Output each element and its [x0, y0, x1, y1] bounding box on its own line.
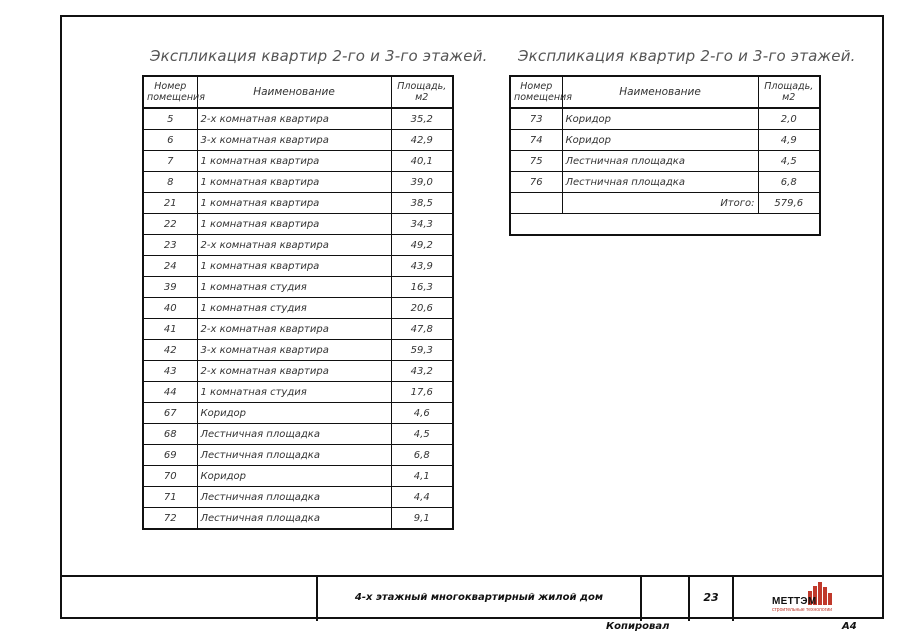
table-row	[143, 508, 453, 530]
table-header-row	[143, 76, 453, 108]
room-number-cell: 24	[143, 256, 197, 277]
room-name-cell: 1 комнатная студия	[197, 277, 391, 298]
room-number-cell: 68	[143, 424, 197, 445]
table-row	[143, 340, 453, 361]
room-area-cell: 6,8	[758, 172, 820, 193]
room-area-cell: 4,5	[758, 151, 820, 172]
project-name: 4-х этажный многоквартирный жилой дом	[354, 591, 604, 603]
table-row	[143, 277, 453, 298]
room-area-cell: 4,6	[391, 403, 453, 424]
room-area-cell: 9,1	[391, 508, 453, 530]
room-area-cell: 34,3	[391, 214, 453, 235]
room-area-cell: 16,3	[391, 277, 453, 298]
header-name: Наименование	[197, 76, 391, 108]
table-row	[510, 130, 820, 151]
room-name-cell: Лестничная площадка	[197, 424, 391, 445]
table-row	[510, 172, 820, 193]
room-area-cell: 39,0	[391, 172, 453, 193]
room-area-cell: 4,4	[391, 487, 453, 508]
room-area-cell: 49,2	[391, 235, 453, 256]
table-row	[143, 361, 453, 382]
table-row	[143, 403, 453, 424]
room-name-cell: 2-х комнатная квартира	[197, 108, 391, 130]
room-name-cell: 1 комнатная квартира	[197, 172, 391, 193]
header-room-number: Номер помещения	[510, 76, 562, 108]
table-row	[143, 256, 453, 277]
room-area-cell: 43,2	[391, 361, 453, 382]
table-row	[143, 487, 453, 508]
table-row	[143, 319, 453, 340]
room-area-cell: 42,9	[391, 130, 453, 151]
room-number-cell: 72	[143, 508, 197, 530]
copied-label: Копировал	[606, 621, 670, 632]
table-row	[510, 151, 820, 172]
total-value: 579,6	[758, 193, 820, 214]
table-row	[143, 298, 453, 319]
format-label: А4	[842, 621, 857, 632]
room-number-cell: 41	[143, 319, 197, 340]
table-row	[143, 445, 453, 466]
left-table-title: Экспликация квартир 2-го и 3-го этажей.	[150, 47, 488, 65]
company-logo	[772, 581, 844, 613]
header-room-number: Номер помещения	[143, 76, 197, 108]
room-name-cell: 3-х комнатная квартира	[197, 340, 391, 361]
room-number-cell: 70	[143, 466, 197, 487]
room-name-cell: Лестничная площадка	[562, 151, 758, 172]
table-row	[143, 382, 453, 403]
room-number-cell: 39	[143, 277, 197, 298]
table-row	[510, 108, 820, 130]
room-number-cell: 74	[510, 130, 562, 151]
room-area-cell: 35,2	[391, 108, 453, 130]
room-number-cell: 43	[143, 361, 197, 382]
room-name-cell: 2-х комнатная квартира	[197, 235, 391, 256]
left-explication-table	[142, 75, 454, 530]
room-number-cell: 42	[143, 340, 197, 361]
room-name-cell: 2-х комнатная квартира	[197, 319, 391, 340]
room-name-cell: Коридор	[562, 130, 758, 151]
room-name-cell: 1 комнатная студия	[197, 298, 391, 319]
room-area-cell: 47,8	[391, 319, 453, 340]
header-area: Площадь, м2	[758, 76, 820, 108]
table-row	[143, 214, 453, 235]
room-name-cell: Лестничная площадка	[197, 508, 391, 530]
room-area-cell: 6,8	[391, 445, 453, 466]
room-number-cell: 7	[143, 151, 197, 172]
room-name-cell: Лестничная площадка	[197, 487, 391, 508]
room-area-cell: 20,6	[391, 298, 453, 319]
page-number: 23	[703, 590, 719, 604]
room-number-cell: 22	[143, 214, 197, 235]
room-name-cell: Лестничная площадка	[562, 172, 758, 193]
header-name: Наименование	[562, 76, 758, 108]
room-number-cell: 6	[143, 130, 197, 151]
room-area-cell: 4,1	[391, 466, 453, 487]
room-area-cell: 40,1	[391, 151, 453, 172]
room-number-cell: 44	[143, 382, 197, 403]
total-empty-cell	[510, 193, 562, 214]
room-name-cell: 3-х комнатная квартира	[197, 130, 391, 151]
room-area-cell: 4,5	[391, 424, 453, 445]
room-number-cell: 40	[143, 298, 197, 319]
title-block-divider	[732, 577, 734, 621]
room-number-cell: 69	[143, 445, 197, 466]
table-row	[143, 235, 453, 256]
logo-name: МЕТТЭМ	[772, 596, 817, 607]
header-area: Площадь, м2	[391, 76, 453, 108]
room-number-cell: 21	[143, 193, 197, 214]
room-number-cell: 8	[143, 172, 197, 193]
room-number-cell: 67	[143, 403, 197, 424]
empty-row	[510, 214, 820, 236]
room-name-cell: 2-х комнатная квартира	[197, 361, 391, 382]
room-number-cell: 23	[143, 235, 197, 256]
right-table-title: Экспликация квартир 2-го и 3-го этажей.	[518, 47, 856, 65]
room-number-cell: 73	[510, 108, 562, 130]
table-row	[143, 466, 453, 487]
room-name-cell: 1 комнатная квартира	[197, 256, 391, 277]
table-row	[143, 424, 453, 445]
room-number-cell: 5	[143, 108, 197, 130]
room-area-cell: 59,3	[391, 340, 453, 361]
room-area-cell: 38,5	[391, 193, 453, 214]
room-name-cell: 1 комнатная квартира	[197, 193, 391, 214]
table-row	[143, 108, 453, 130]
table-row	[143, 130, 453, 151]
room-name-cell: Коридор	[197, 403, 391, 424]
room-name-cell: Лестничная площадка	[197, 445, 391, 466]
table-row	[143, 172, 453, 193]
room-name-cell: 1 комнатная студия	[197, 382, 391, 403]
total-label: Итого:	[562, 193, 758, 214]
room-area-cell: 17,6	[391, 382, 453, 403]
room-name-cell: 1 комнатная квартира	[197, 151, 391, 172]
right-explication-table	[509, 75, 821, 236]
room-area-cell: 2,0	[758, 108, 820, 130]
room-name-cell: Коридор	[562, 108, 758, 130]
table-header-row	[510, 76, 820, 108]
room-number-cell: 76	[510, 172, 562, 193]
room-number-cell: 71	[143, 487, 197, 508]
table-row	[143, 193, 453, 214]
empty-cell	[510, 214, 820, 236]
logo-tagline: строительные технологии	[772, 607, 833, 613]
room-name-cell: Коридор	[197, 466, 391, 487]
title-block-divider	[640, 577, 642, 621]
room-number-cell: 75	[510, 151, 562, 172]
room-area-cell: 4,9	[758, 130, 820, 151]
table-row	[143, 151, 453, 172]
total-row	[510, 193, 820, 214]
room-name-cell: 1 комнатная квартира	[197, 214, 391, 235]
room-area-cell: 43,9	[391, 256, 453, 277]
